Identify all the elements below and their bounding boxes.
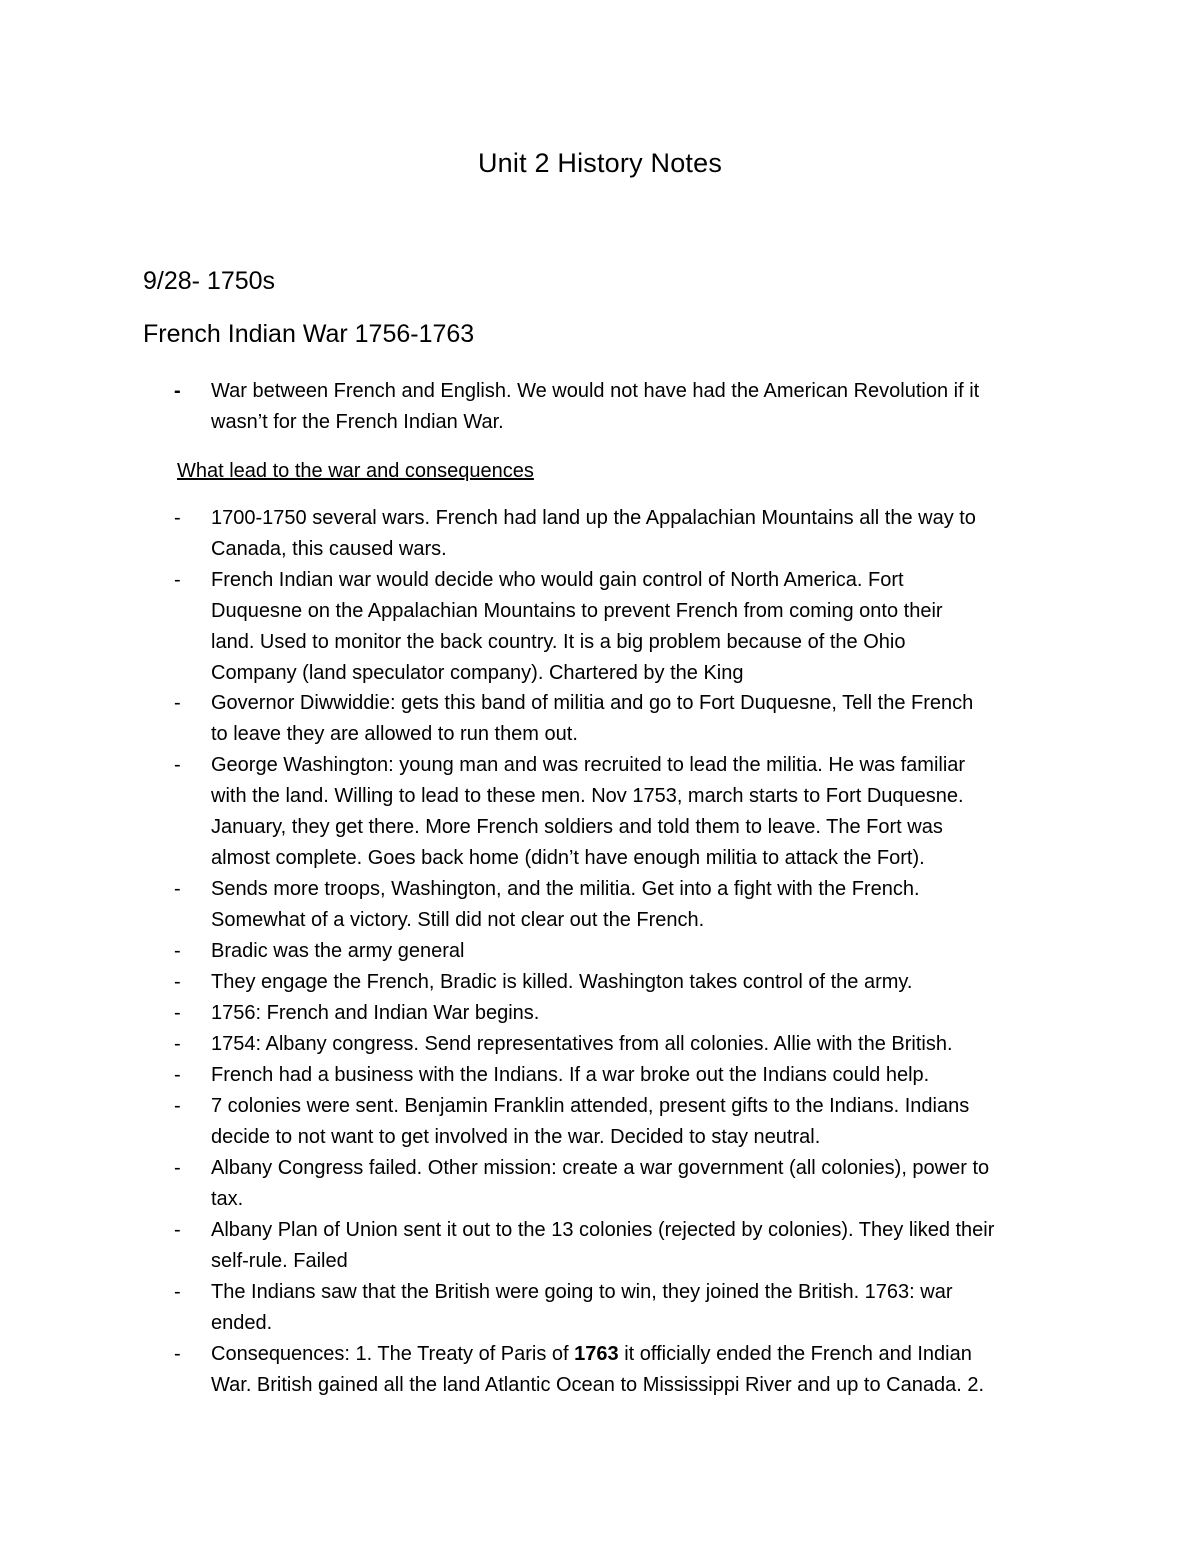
bullet-mark: -	[174, 1064, 181, 1086]
bullet-line: wasn’t for the French Indian War.	[211, 411, 504, 433]
bullet-line: 1756: French and Indian War begins.	[211, 1002, 540, 1024]
bullet-mark: -	[174, 380, 181, 402]
line-text: Consequences: 1. The Treaty of Paris of	[211, 1343, 575, 1365]
bullet-line: January, they get there. More French soldiers and told them to leave. The Fort was	[211, 816, 943, 838]
consequences-bullet	[174, 1339, 1081, 1401]
bullet-line	[211, 1339, 1081, 1370]
bullet-line: to leave they are allowed to run them out.	[211, 723, 578, 745]
bullet-line: They engage the French, Bradic is killed. Washington takes control of the army.	[211, 971, 913, 993]
bullet-mark: -	[174, 1002, 181, 1024]
bullet-line: Duquesne on the Appalachian Mountains to prevent French from coming onto their	[211, 600, 943, 622]
bullet-mark: -	[174, 971, 181, 993]
bullet-line: decide to not want to get involved in the war. Decided to stay neutral.	[211, 1126, 821, 1148]
bullet-line: Somewhat of a victory. Still did not clear out the French.	[211, 909, 705, 931]
bullet-line: ended.	[211, 1312, 273, 1334]
bullet-line: Albany Plan of Union sent it out to the 13 colonies (rejected by colonies). They liked their	[211, 1219, 995, 1241]
list-item	[174, 503, 1081, 565]
bullet-mark: -	[174, 754, 181, 776]
bullet-mark: -	[174, 507, 181, 529]
list-item	[174, 688, 1081, 750]
bullet-line: French Indian war would decide who would gain control of North America. Fort	[211, 569, 904, 591]
bullet-mark: -	[174, 940, 181, 962]
bullet-line: The Indians saw that the British were going to win, they joined the British. 1763: war	[211, 1281, 953, 1303]
list-item	[174, 874, 1081, 936]
line-text: it officially ended the French and Indian	[618, 1343, 972, 1365]
list-item	[174, 998, 1081, 1029]
date-heading: 9/28- 1750s	[143, 267, 276, 295]
bullet-mark: -	[174, 569, 181, 591]
bullet-line: with the land. Willing to lead to these men. Nov 1753, march starts to Fort Duquesne.	[211, 785, 964, 807]
bold-year: 1763	[574, 1343, 619, 1365]
bullet-line: George Washington: young man and was recruited to lead the militia. He was familiar	[211, 754, 966, 776]
document-title: Unit 2 History Notes	[477, 148, 723, 178]
list-item	[174, 1153, 1081, 1215]
bullet-line: 7 colonies were sent. Benjamin Franklin attended, present gifts to the Indians. Indians	[211, 1095, 970, 1117]
list-item	[174, 936, 1081, 967]
list-item	[174, 1029, 1081, 1060]
bullet-mark: -	[174, 1219, 181, 1241]
bullet-line: Bradic was the army general	[211, 940, 465, 962]
bullet-line: self-rule. Failed	[211, 1250, 348, 1272]
bullet-line: War between French and English. We would not have had the American Revolution if it	[211, 380, 980, 402]
list-item	[174, 967, 1081, 998]
list-item	[174, 565, 1081, 689]
list-item	[174, 1060, 1081, 1091]
bullet-line: Sends more troops, Washington, and the militia. Get into a fight with the French.	[211, 878, 920, 900]
bullet-line: 1754: Albany congress. Send representatives from all colonies. Allie with the British.	[211, 1033, 953, 1055]
bullet-mark: -	[174, 878, 181, 900]
bullet-line: War. British gained all the land Atlantic Ocean to Mississippi River and up to Canada. 2.	[211, 1374, 984, 1396]
list-item	[174, 750, 1081, 874]
bullet-mark: -	[174, 1157, 181, 1179]
list-item	[174, 1277, 1081, 1339]
bullet-line: Company (land speculator company). Chartered by the King	[211, 662, 744, 684]
section-subheading: What lead to the war and consequences	[177, 460, 534, 482]
bullet-line: Canada, this caused wars.	[211, 538, 447, 560]
bullet-mark: -	[174, 1095, 181, 1117]
bullet-line: Governor Diwwiddie: gets this band of militia and go to Fort Duquesne, Tell the French	[211, 692, 974, 714]
bullet-mark: -	[174, 1343, 181, 1365]
list-item	[174, 1091, 1081, 1153]
bullet-line: almost complete. Goes back home (didn’t have enough militia to attack the Fort).	[211, 847, 925, 869]
bullet-line: French had a business with the Indians. If a war broke out the Indians could help.	[211, 1064, 930, 1086]
bullet-mark: -	[174, 1281, 181, 1303]
bullet-line: land. Used to monitor the back country. It is a big problem because of the Ohio	[211, 631, 906, 653]
intro-bullet	[174, 376, 1081, 438]
topic-heading: French Indian War 1756-1763	[143, 320, 475, 348]
bullet-mark: -	[174, 1033, 181, 1055]
bullet-line: 1700-1750 several wars. French had land up the Appalachian Mountains all the way to	[211, 507, 976, 529]
bullet-mark: -	[174, 692, 181, 714]
bullet-line: tax.	[211, 1188, 244, 1210]
bullet-line: Albany Congress failed. Other mission: create a war government (all colonies), power to	[211, 1157, 990, 1179]
list-item	[174, 1215, 1081, 1277]
